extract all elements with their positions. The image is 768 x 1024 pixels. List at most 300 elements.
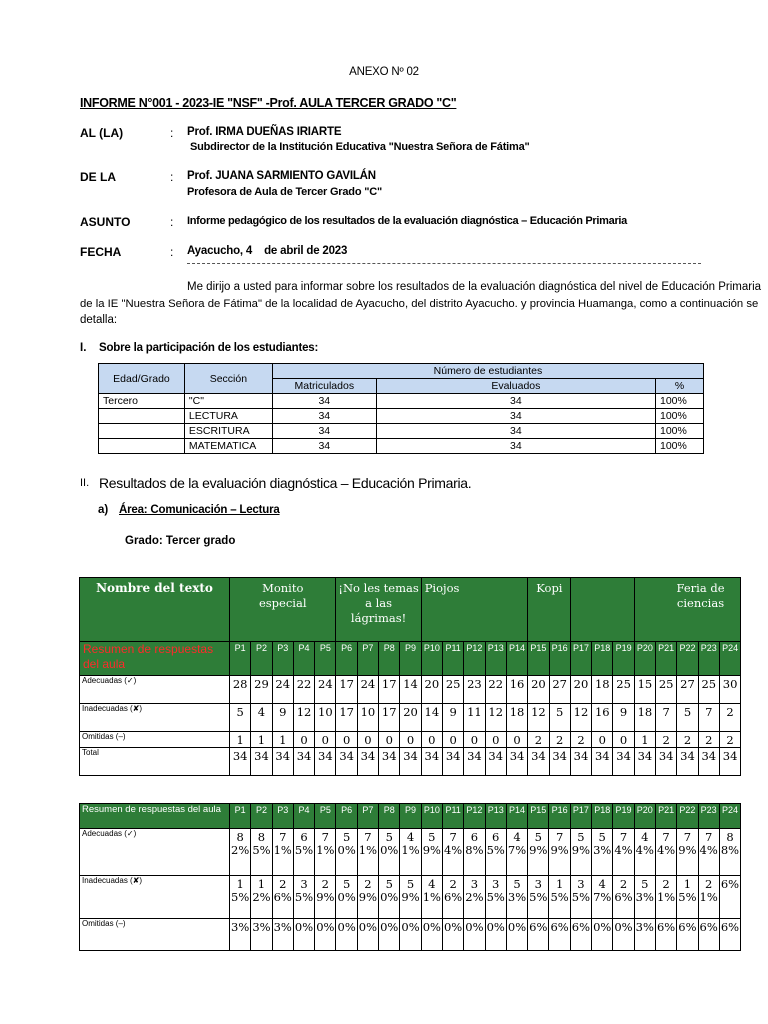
question-label: P3 [277,643,289,653]
omitted-count [570,732,591,748]
omitted-count-value: 0 [364,733,372,747]
adequate-percent-value: 53% [593,830,612,857]
omitted-percent-value: 6% [678,920,697,934]
inadequate-count [677,704,698,732]
inadequate-count [400,704,421,732]
adequate-count [464,676,485,704]
inadequate-count-value: 12 [488,705,504,719]
cell-section: "C" [184,394,272,409]
omitted-percent [442,919,463,951]
question-header [272,804,293,829]
adequate-percent-value: 59% [529,830,548,857]
intro-line-2: de la IE "Nuestra Señora de Fátima" de la localidad de Ayacucho, del distrito Ayacucho. y provincia Huamanga, como a continuación se [80,298,759,310]
total-count [315,748,336,776]
section-1-number: I. [80,342,87,354]
omitted-count-value: 2 [683,733,692,747]
summary-label: Resumen de respuestas del aula [80,642,230,676]
omitted-count [230,732,251,748]
inadequate-count [272,704,293,732]
question-label: P13 [487,643,504,653]
total-count [464,748,485,776]
question-header [315,804,336,829]
text-title-5: Feria de ciencias [634,578,741,642]
inadequate-count-value: 2 [726,705,734,719]
header-percent: % [656,379,704,394]
question-header [464,804,485,829]
inadequate-count [528,704,549,732]
omitted-count [677,732,698,748]
question-header [315,642,336,676]
adequate-percent-value: 65% [294,830,314,857]
adequate-percent [592,829,613,876]
total-count-value: 34 [232,749,248,763]
question-label: P23 [700,643,717,653]
inadequate-percent-value: 53% [635,877,654,904]
question-header [485,642,506,676]
omitted-percent [485,919,506,951]
inadequate-percent-value: 15% [550,877,569,904]
total-count [549,748,570,776]
omitted-count [656,732,677,748]
question-header [677,804,698,829]
adequate-percent [549,829,570,876]
question-header [698,642,719,676]
subject-text: Informe pedagógico de los resultados de la evaluación diagnóstica – Educación Primaria [187,215,627,227]
omitted-count-value: 0 [513,733,521,747]
omitted-count-value: 0 [470,733,479,747]
adequate-percent-value: 50% [380,830,399,857]
inadequate-percent [613,876,634,919]
adequate-count [656,676,677,704]
subject-label: ASUNTO [80,215,131,229]
cell-percent: 100% [656,424,704,439]
to-name: Prof. IRMA DUEÑAS IRIARTE [187,126,342,138]
omitted-percent [655,919,676,951]
adequate-count-value: 24 [318,677,333,691]
adequate-percent [506,829,527,876]
intro-line-1: Me dirijo a usted para informar sobre los resultados de la evaluación diagnóstica del nivel de Educación Primaria [187,281,762,293]
omitted-percent-value: 6% [550,920,569,934]
omitted-percent [421,919,442,951]
adequate-count-value: 25 [658,677,674,691]
cell-enrolled: 34 [272,439,376,454]
adequate-percent [293,829,314,876]
question-label: P17 [572,805,589,815]
inadequate-count-value: 16 [594,705,610,719]
omitted-percent [613,919,634,951]
adequate-percent [677,829,698,876]
omitted-count [719,732,740,748]
from-name: Prof. JUANA SARMIENTO GAVILÁN [187,170,376,182]
adequate-percent-value: 50% [337,830,356,857]
cell-age [99,424,185,439]
date-colon: : [170,245,174,259]
omitted-percent-value: 0% [401,920,420,934]
inadequate-count [592,704,613,732]
inadequate-percent-value: 21% [656,877,676,904]
inadequate-count-value: 18 [637,705,653,719]
omitted-count-value: 0 [449,733,457,747]
question-label: P5 [319,643,331,653]
adequate-percent-value: 71% [273,830,292,857]
inadequate-percent [336,876,357,919]
cell-percent: 100% [656,394,704,409]
question-header [421,804,442,829]
adequate-percent-value: 71% [316,830,335,857]
cell-evaluated: 34 [376,394,655,409]
text-title-2: ¡No les temas a las lágrimas! [336,578,421,642]
from-colon: : [170,170,174,184]
table-row [99,409,704,424]
omitted-percent-value: 0% [358,920,378,934]
total-count-value: 34 [296,749,312,763]
header-section: Sección [184,364,272,394]
cell-age [99,439,185,454]
omitted-count [506,732,527,748]
adequate-count-value: 22 [488,677,504,691]
inadequate-percent [655,876,676,919]
total-count [613,748,634,776]
inadequate-count [315,704,336,732]
header-age-grade: Edad/Grado [99,364,185,394]
omitted-percent-value: 0% [593,920,612,934]
inadequate-count [506,704,527,732]
total-count [272,748,293,776]
inadequate-count [357,704,378,732]
adequate-count-value: 25 [616,677,631,691]
inadequate-percent [251,876,272,919]
question-label: P19 [615,805,632,815]
omitted-count [613,732,634,748]
area-title: Área: Comunicación – Lectura [119,504,280,516]
inadequate-count-value: 17 [339,705,354,719]
total-count [251,748,272,776]
inadequate-count [698,704,719,732]
omitted-count-value: 0 [492,733,500,747]
omitted-percent-value: 3% [252,920,271,934]
total-count-value: 34 [616,749,631,763]
inadequate-percent [549,876,570,919]
inadequate-count-value: 12 [573,705,589,719]
inadequate-percent [379,876,400,919]
omitted-count-value: 0 [619,733,628,747]
inadequate-percent-value: 6% [720,877,740,891]
inadequate-count-value: 5 [683,705,692,719]
question-label: P7 [362,805,374,815]
inadequate-percent-value: 15% [231,877,250,904]
inadequate-percent-value: 29% [316,877,335,904]
adequate-percent [719,829,740,876]
total-count-value: 34 [722,749,738,763]
omitted-percent-value: 6% [656,920,676,934]
inadequate-count-value: 10 [360,705,376,719]
inadequate-count [230,704,251,732]
inadequate-percent [698,876,719,919]
omitted-percent-value: 0% [294,920,314,934]
question-header [485,804,506,829]
total-count-value: 34 [467,749,482,763]
question-label: P2 [255,643,267,653]
adequate-percent-value: 59% [422,830,441,857]
adequate-label: Adecuadas (✓) [80,829,230,876]
adequate-count-value: 27 [680,677,695,691]
omitted-count-value: 0 [598,733,606,747]
omitted-count [379,732,400,748]
question-label: P21 [658,643,675,653]
adequate-percent-value: 74% [699,830,718,857]
omitted-percent [528,919,549,951]
omitted-percent [719,919,740,951]
adequate-count [230,676,251,704]
question-header [272,642,293,676]
cell-section: LECTURA [184,409,272,424]
inadequate-percent [570,876,591,919]
omitted-count [549,732,570,748]
question-label: P16 [551,805,568,815]
adequate-count-value: 23 [467,677,482,691]
inadequate-percent [272,876,293,919]
omitted-count [464,732,485,748]
question-header [400,804,421,829]
table-row [99,394,704,409]
question-label: P11 [445,805,461,815]
header-text-name: Nombre del texto [80,578,230,642]
question-header [634,804,655,829]
adequate-percent-value: 74% [614,830,633,857]
adequate-percent [336,829,357,876]
question-header [506,642,527,676]
total-count-value: 34 [254,749,269,763]
inadequate-percent [357,876,378,919]
adequate-percent-value: 79% [678,830,697,857]
omitted-percent [570,919,591,951]
question-header [230,804,251,829]
adequate-percent [634,829,655,876]
total-count [570,748,591,776]
question-label: P1 [234,643,246,653]
adequate-percent-value: 74% [656,830,676,857]
omitted-count [315,732,336,748]
inadequate-percent-value: 50% [380,877,399,904]
inadequate-percent [634,876,655,919]
omitted-percent-value: 3% [231,920,250,934]
omitted-count [634,732,655,748]
total-count-value: 34 [360,749,376,763]
inadequate-percent-value: 32% [465,877,484,904]
question-label: P6 [341,805,353,815]
inadequate-count-value: 20 [403,705,418,719]
subject-colon: : [170,215,174,229]
section-2-title: Resultados de la evaluación diagnóstica – Educación Primaria. [99,475,472,491]
adequate-percent [230,829,251,876]
question-label: P15 [530,805,547,815]
question-label: P17 [572,643,589,653]
cell-enrolled: 34 [272,424,376,439]
omitted-percent [293,919,314,951]
inadequate-percent [400,876,421,919]
omitted-percent [464,919,485,951]
inadequate-percent-value: 59% [401,877,420,904]
total-count [400,748,421,776]
cell-percent: 100% [656,409,704,424]
question-header [549,804,570,829]
inadequate-percent [293,876,314,919]
omitted-percent [315,919,336,951]
adequate-count-value: 18 [594,677,610,691]
adequate-count [272,676,293,704]
total-count-value: 34 [381,749,397,763]
inadequate-label: Inadecuadas (✘) [80,704,230,732]
adequate-count-value: 30 [722,677,738,691]
inadequate-percent-value: 35% [529,877,548,904]
results-counts-table [79,577,741,776]
header-evaluated: Evaluados [376,379,655,394]
adequate-percent-value: 74% [443,830,463,857]
inadequate-count [379,704,400,732]
total-count-value: 34 [339,749,354,763]
omitted-count-value: 0 [342,733,351,747]
total-count [677,748,698,776]
adequate-percent [357,829,378,876]
inadequate-count [293,704,314,732]
omitted-count [528,732,549,748]
question-header [570,642,591,676]
inadequate-count [719,704,740,732]
cell-evaluated: 34 [376,409,655,424]
question-header [698,804,719,829]
question-header [379,642,400,676]
question-label: P16 [551,643,568,653]
omitted-count-value: 2 [534,733,543,747]
inadequate-percent-value: 26% [443,877,463,904]
question-label: P12 [466,805,483,815]
adequate-count [336,676,357,704]
inadequate-percent-value: 21% [699,877,718,904]
total-count [293,748,314,776]
adequate-count [251,676,272,704]
adequate-percent-value: 47% [507,830,527,857]
adequate-percent [655,829,676,876]
adequate-count [421,676,442,704]
adequate-percent [528,829,549,876]
omitted-count-value: 0 [321,733,329,747]
inadequate-percent [442,876,463,919]
cell-section: MATEMATICA [184,439,272,454]
annex-label: ANEXO Nº 02 [349,66,419,78]
inadequate-count-value: 7 [705,705,713,719]
omitted-percent-value: 3% [273,920,292,934]
total-count-value: 34 [509,749,525,763]
omitted-percent-value: 6% [529,920,548,934]
omitted-count [251,732,272,748]
omitted-percent [336,919,357,951]
adequate-count [400,676,421,704]
omitted-percent [230,919,251,951]
question-header [442,804,463,829]
question-header [506,804,527,829]
question-label: P5 [319,805,331,815]
omitted-percent [634,919,655,951]
omitted-percent [400,919,421,951]
text-title-4: Kopi [528,578,571,642]
question-label: P22 [679,805,696,815]
inadequate-count [634,704,655,732]
question-label: P10 [423,643,440,653]
question-header [592,642,613,676]
section-1-title: Sobre la participación de los estudiantes: [99,342,319,354]
omitted-percent-value: 0% [443,920,463,934]
total-label: Total [80,748,230,776]
adequate-percent [421,829,442,876]
inadequate-count [336,704,357,732]
total-count-value: 34 [275,749,291,763]
inadequate-count-value: 12 [296,705,312,719]
total-count-value: 34 [403,749,418,763]
adequate-percent [485,829,506,876]
omitted-count-value: 2 [577,733,585,747]
table-row [99,424,704,439]
omitted-count [400,732,421,748]
adequate-count [613,676,634,704]
omitted-count [592,732,613,748]
inadequate-percent-value: 15% [678,877,697,904]
omitted-count-value: 2 [556,733,564,747]
adequate-count [549,676,570,704]
adequate-count-value: 24 [360,677,376,691]
inadequate-count-value: 12 [531,705,546,719]
question-header [293,804,314,829]
inadequate-percent [485,876,506,919]
adequate-percent [698,829,719,876]
total-count-value: 34 [488,749,504,763]
omitted-count [336,732,357,748]
question-header [528,642,549,676]
adequate-count-value: 29 [254,677,269,691]
total-count-value: 34 [637,749,653,763]
adequate-count-value: 20 [573,677,589,691]
adequate-percent-value: 41% [401,830,420,857]
inadequate-count-value: 10 [318,705,333,719]
omitted-count [442,732,463,748]
inadequate-percent [506,876,527,919]
question-label: P6 [341,643,353,653]
question-header [357,804,378,829]
omitted-count [698,732,719,748]
question-label: P20 [636,805,653,815]
adequate-count-value: 20 [531,677,546,691]
cell-age [99,409,185,424]
omitted-percent [698,919,719,951]
adequate-count [592,676,613,704]
question-header [251,642,272,676]
total-count [421,748,442,776]
omitted-percent [506,919,527,951]
inadequate-count-value: 11 [467,705,482,719]
question-label: P20 [636,643,653,653]
omitted-count-value: 0 [428,733,436,747]
participation-table [98,363,704,454]
cell-enrolled: 34 [272,409,376,424]
adequate-percent-value: 44% [635,830,654,857]
inadequate-count-value: 9 [279,705,287,719]
adequate-count-value: 15 [637,677,653,691]
total-count-value: 34 [594,749,610,763]
omitted-percent [592,919,613,951]
inadequate-count-value: 4 [257,705,266,719]
omitted-count-value: 1 [641,733,649,747]
question-header [357,642,378,676]
omitted-count [293,732,314,748]
